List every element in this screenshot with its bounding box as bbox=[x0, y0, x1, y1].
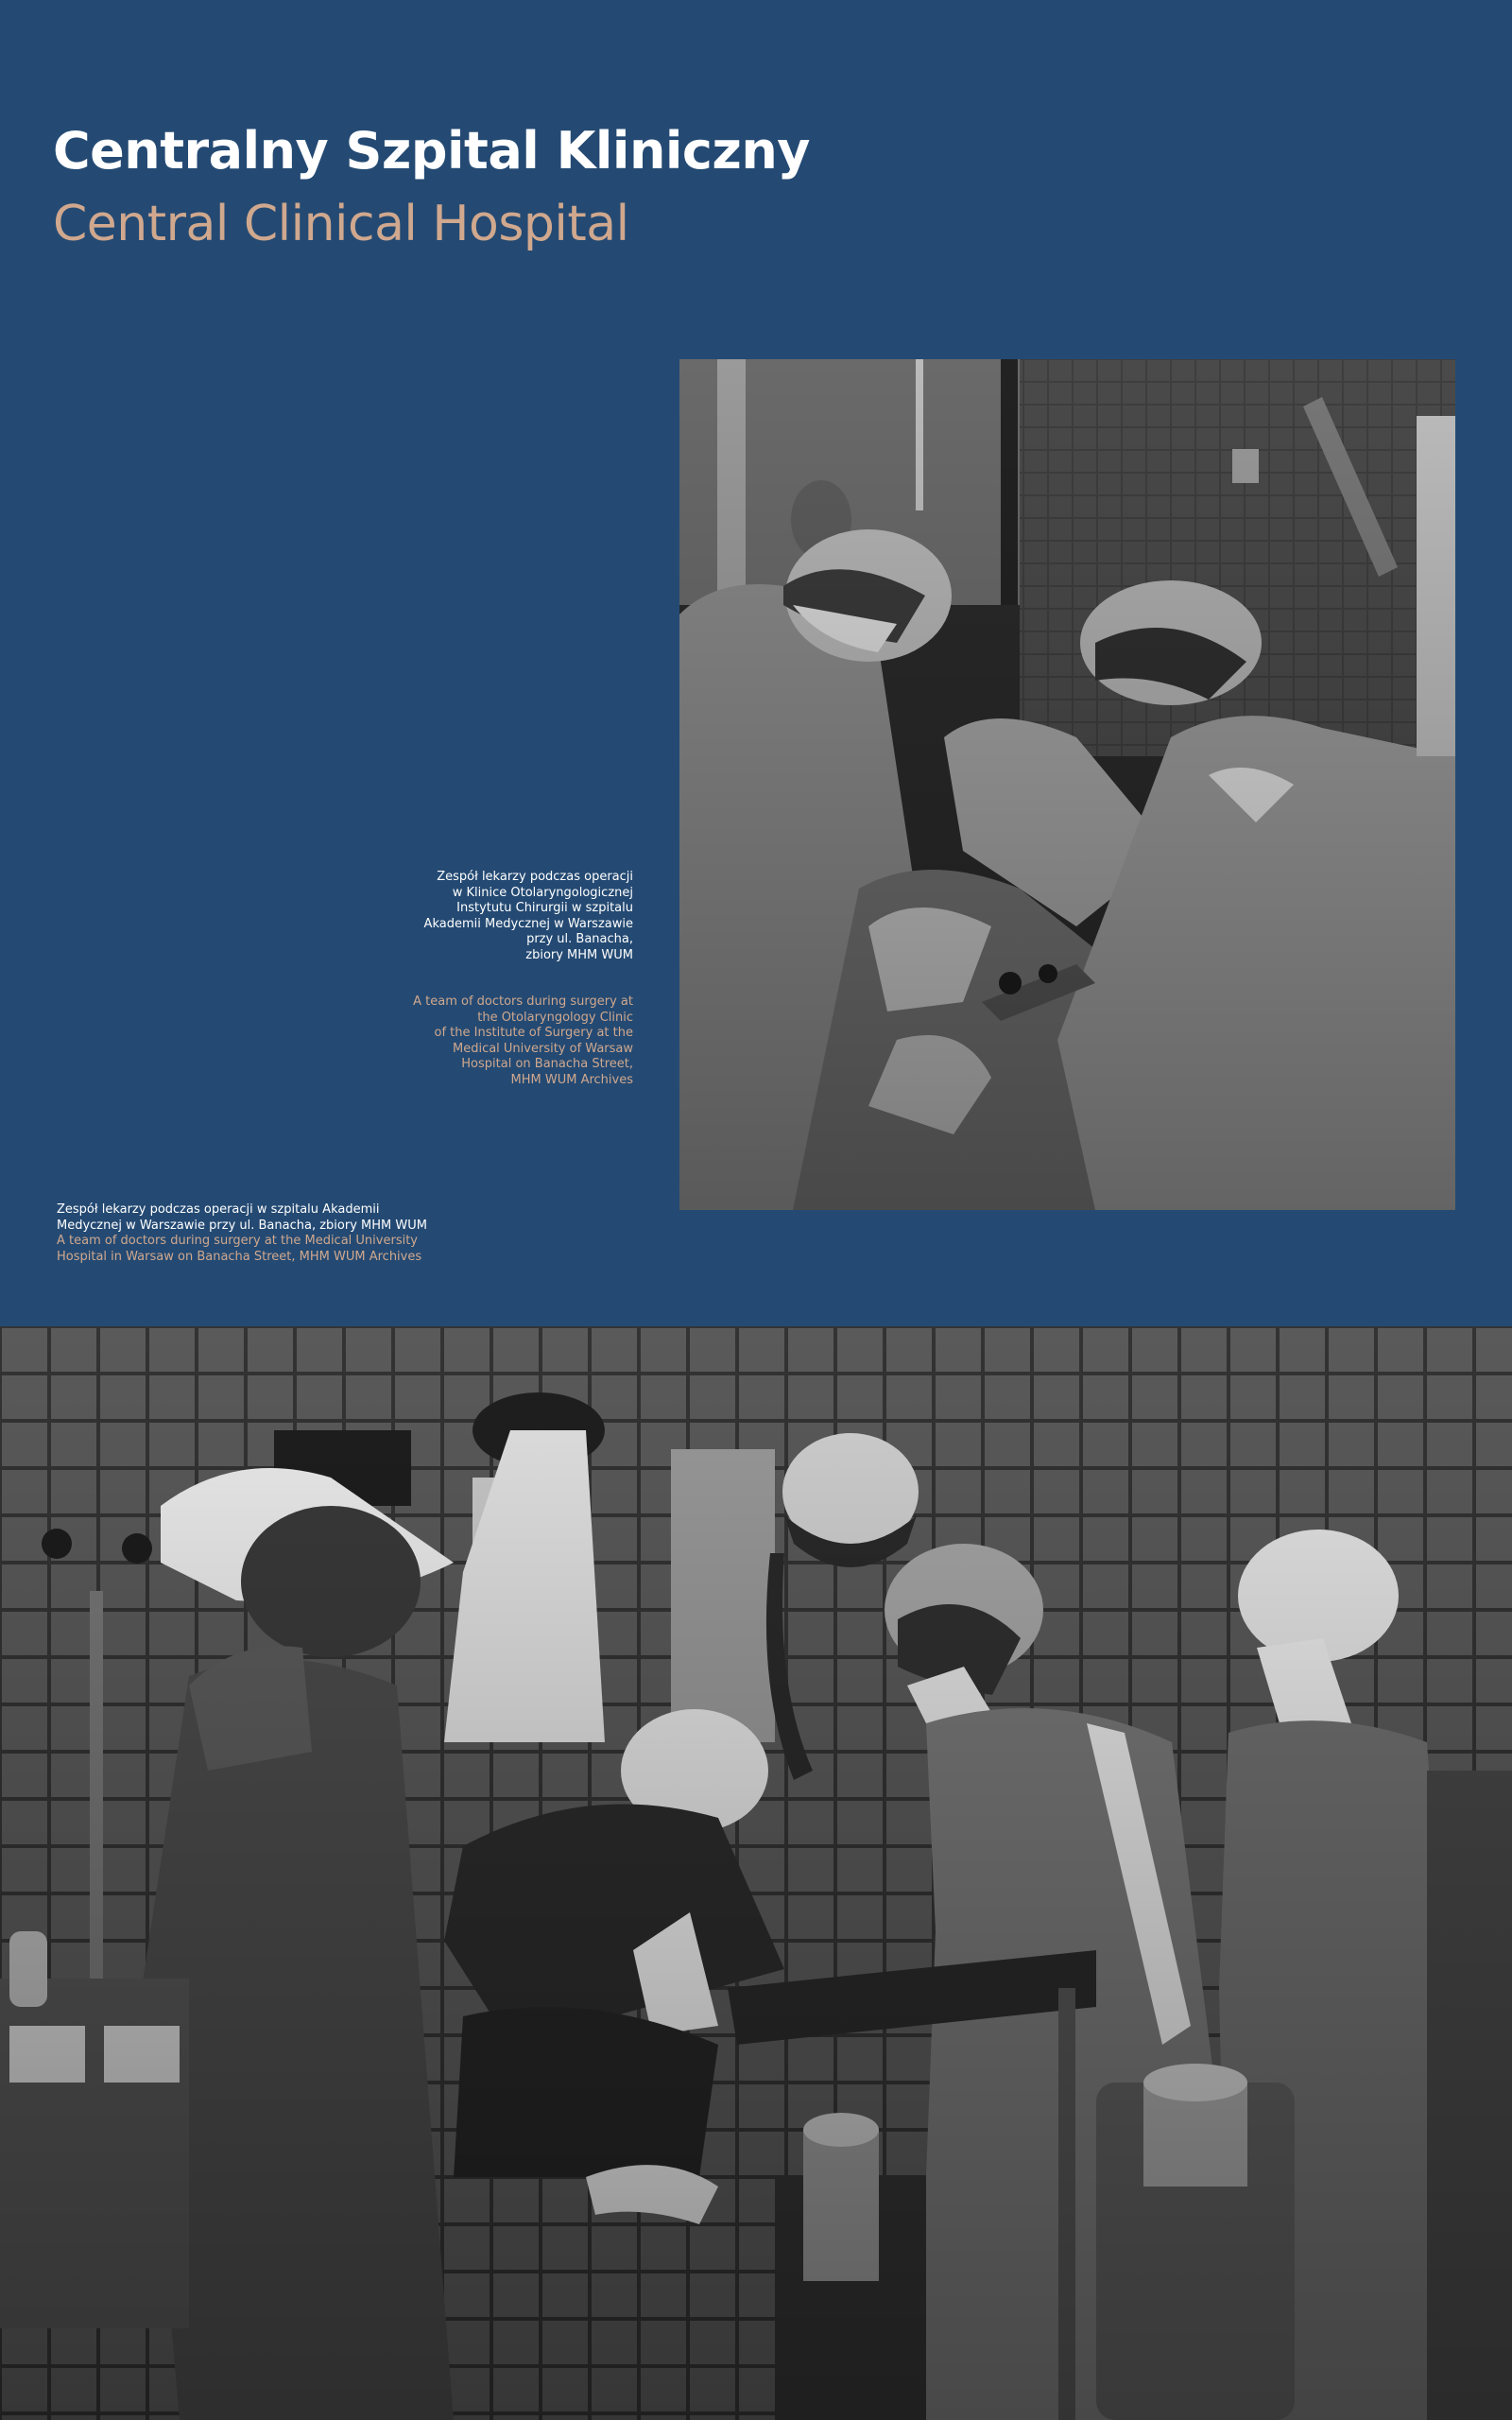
bottom-photo-caption-english: A team of doctors during surgery at the Medical University Hospital in Warsaw on Banacha Street, MHM WUM Archives bbox=[57, 1234, 422, 1264]
surgery-photo-otolaryngology bbox=[679, 359, 1455, 1210]
top-photo-caption-english: A team of doctors during surgery at the Otolaryngology Clinic of the Institute of Surgery at the Medical University of Warsaw Hospital on Banacha Street, MHM WUM Archives bbox=[413, 994, 633, 1087]
top-photo-caption-polish: Zespół lekarzy podczas operacji w Klinice Otolaryngologicznej Instytutu Chirurgii w szpitalu Akademii Medycznej w Warszawie przy ul. Banacha, zbiory MHM WUM bbox=[423, 870, 633, 962]
surgery-photo-operating-room bbox=[0, 1326, 1512, 2420]
surgery-photo-otolaryngology-image bbox=[679, 359, 1455, 1210]
page-title: Centralny Szpital Kliniczny bbox=[53, 121, 810, 181]
page-subtitle: Central Clinical Hospital bbox=[53, 196, 629, 252]
bottom-photo-caption-polish: Zespół lekarzy podczas operacji w szpitalu Akademii Medycznej w Warszawie przy ul. Banacha, zbiory MHM WUM bbox=[57, 1202, 427, 1233]
surgery-photo-operating-room-image bbox=[0, 1326, 1512, 2420]
